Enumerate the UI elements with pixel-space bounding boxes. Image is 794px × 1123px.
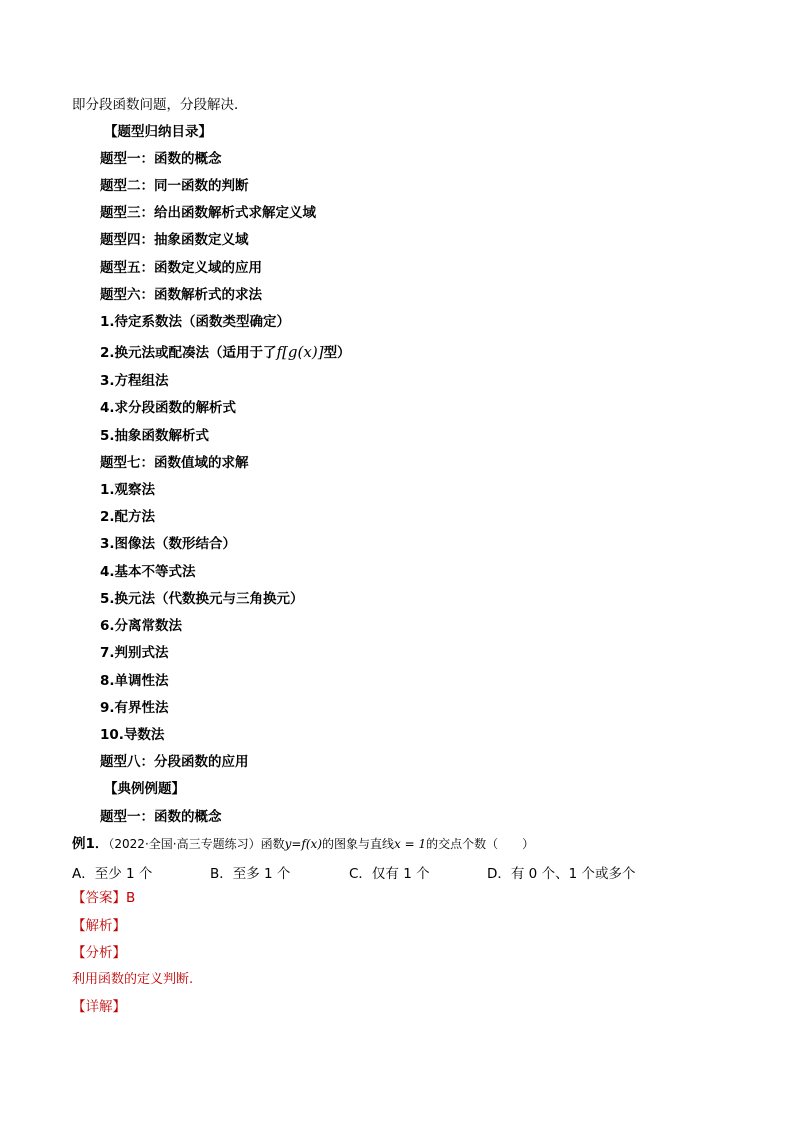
- example-text: 函数: [260, 837, 285, 851]
- toc-item: 7.判别式法: [100, 645, 169, 661]
- example-text: 的图象与直线: [322, 837, 395, 851]
- toc-item-text: 2.换元法或配凑法（适用于了: [100, 345, 277, 361]
- toc-item: 8.单调性法: [100, 673, 169, 689]
- examples-header: 【典例例题】: [104, 781, 185, 797]
- fenxi-label: 【分析】: [72, 945, 126, 961]
- analysis-label: 【解析】: [72, 918, 126, 934]
- example-text: 的交点个数（ ）: [426, 837, 535, 851]
- toc-item: 题型八：分段函数的应用: [100, 754, 249, 770]
- option-d: D．有 0 个、1 个或多个: [487, 866, 636, 882]
- toc-item: 题型五：函数定义域的应用: [100, 260, 262, 276]
- option-b: B．至多 1 个: [210, 866, 291, 882]
- toc-item: 题型一：函数的概念: [100, 151, 222, 167]
- toc-item: 5.换元法（代数换元与三角换元）: [100, 591, 304, 607]
- toc-item: 4.求分段函数的解析式: [100, 400, 237, 416]
- toc-item: 题型三：给出函数解析式求解定义域: [100, 205, 316, 221]
- example-source: （2022·全国·高三专题练习）: [108, 837, 261, 851]
- toc-item: 5.抽象函数解析式: [100, 428, 210, 444]
- formula-line: x = 1: [394, 837, 427, 851]
- toc-item: 题型七：函数值域的求解: [100, 455, 249, 471]
- formula-function: y=f(x): [284, 837, 322, 851]
- intro-text: 即分段函数问题，分段解决．: [72, 97, 248, 113]
- toc-item: 2.配方法: [100, 509, 156, 525]
- toc-item: 4.基本不等式法: [100, 564, 196, 580]
- example-question: [72, 835, 534, 853]
- toc-item-substitution: [100, 343, 351, 362]
- toc-item: 3.方程组法: [100, 373, 169, 389]
- toc-header: 【题型归纳目录】: [104, 124, 212, 140]
- toc-item: 1.待定系数法（函数类型确定）: [100, 314, 291, 330]
- toc-item-suffix: 型）: [323, 345, 351, 361]
- toc-item: 9.有界性法: [100, 700, 169, 716]
- toc-item: 题型二：同一函数的判断: [100, 178, 249, 194]
- option-c: C．仅有 1 个: [349, 866, 430, 882]
- toc-item: 1.观察法: [100, 482, 156, 498]
- toc-item: 10.导数法: [100, 727, 165, 743]
- toc-item: 3.图像法（数形结合）: [100, 536, 237, 552]
- answer-label: 【答案】B: [72, 890, 136, 906]
- fenxi-text: 利用函数的定义判断.: [72, 972, 194, 987]
- detail-label: 【详解】: [72, 999, 126, 1015]
- toc-item: 题型六：函数解析式的求法: [100, 287, 262, 303]
- option-a: A．至少 1 个: [72, 866, 153, 882]
- toc-item: 6.分离常数法: [100, 618, 183, 634]
- section-title: 题型一：函数的概念: [100, 809, 222, 825]
- formula-fgx: f[g(x)]: [276, 343, 324, 361]
- example-label: 例1．: [72, 836, 109, 852]
- toc-item: 题型四：抽象函数定义域: [100, 232, 249, 248]
